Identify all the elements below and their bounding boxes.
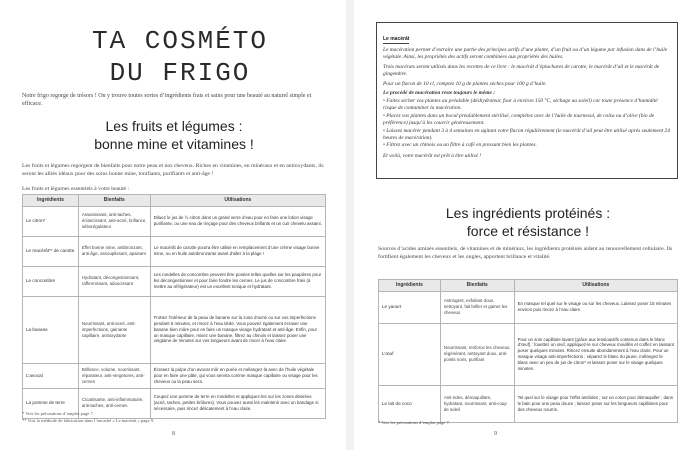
row-benefits: Anti-rides, démaquillant, hydratant, nourrissant, anti-coup de soleil bbox=[440, 385, 514, 422]
section-title-proteins-line1: Les ingrédients protéinés : bbox=[445, 205, 611, 221]
box-title: Le macérât bbox=[383, 36, 410, 42]
row-ingredient: Le macérât** de carotte bbox=[23, 236, 79, 266]
main-title-line2: DU FRIGO bbox=[109, 58, 251, 88]
row-uses: Frottez l’intérieur de la peau de banane sur la zone d’acné ou sur vos imperfections pendant 5 minutes, et rincez à l’eau tiède. Vous pouvez également écraser une banane bien mûre pour en faire un masque visage hydratant et anti-âge. Enfin, pour un masque capillaire, mixez une banane, filtrez au chinois et laissez poser une vingtaine de minutes sur vos longueurs avant de rincer à l’eau claire. bbox=[150, 296, 325, 363]
row-benefits: Effet bonne mine, antibronzant, anti-âge, assouplissant, apaisant bbox=[78, 236, 150, 266]
proteins-paragraph: Sources d’acides aminés essentiels, de vitamines et de minéraux, les ingrédients protéinés aident au renouvellement cellulaire. Ils fortifient également les cheveux et les ongles, apportent brillance et vitalité. bbox=[378, 246, 673, 260]
row-ingredient: La pomme de terre bbox=[23, 388, 79, 418]
section-title-proteins-line2: force et résistance ! bbox=[466, 222, 590, 239]
table-row bbox=[23, 363, 326, 388]
row-benefits: Assainissant, anti-taches, éclaircissant, anti-acné, brillance, séborégulateur bbox=[78, 206, 150, 236]
table-row bbox=[379, 291, 678, 323]
row-uses: Tel quel sur le visage pour l’effet antirides ; sur un coton pour démaquiller ; dans le bain pour une peau douce ; laissez poser sur les longueurs capillaires pour des cheveux nourris. bbox=[514, 385, 677, 422]
table-row bbox=[23, 206, 326, 236]
row-uses: Le macérât de carotte pourra être utilisé en remplacement d’une crème visage bonne mine, ou en huile autobronzante avant d’aller à la plage ! bbox=[150, 236, 325, 266]
fruits-paragraph: Les fruits et légumes regorgent de bienfaits pour notre peau et nos cheveux. Riches en vitamines, en minéraux et en antioxydants, ils seront les alliés idéaux pour des soins bonne mine, tonifiants, purifiants et anti-âge ! bbox=[22, 163, 324, 177]
footnote-2: ** Voir la méthode de fabrication dans l’encadré « Le macérât » page 9. bbox=[22, 417, 155, 423]
intro-text: Notre frigo regorge de trésors ! On y trouve toutes sortes d’ingrédients frais et sains pour une beauté au naturel simple et efficace. bbox=[22, 93, 312, 108]
row-ingredient: L’œuf bbox=[379, 323, 441, 385]
row-uses: Coupez une pomme de terre en rondelles et appliquez-les sur les zones désirées (acné, taches, petites brûlures). Vous pouvez aussi les maintenir avec un bandage si nécessaire, puis rincez délicatement à l’eau claire. bbox=[150, 388, 325, 418]
header-benefits: Bienfaits bbox=[78, 195, 150, 207]
header-ingredients: Ingrédients bbox=[23, 195, 79, 207]
box-procedure-title: Le procédé de macération reste toujours le même : bbox=[383, 90, 495, 97]
box-steps-list bbox=[383, 98, 671, 150]
section-title-fruits-line1: Les fruits et légumes : bbox=[105, 118, 243, 134]
section-title-proteins bbox=[378, 205, 678, 240]
row-ingredient: Le concombre bbox=[23, 266, 79, 296]
section-title-fruits-line2: bonne mine et vitamines ! bbox=[94, 135, 254, 152]
box-paragraph-1: Le macération permet d’extraire une partie des principes actifs d’une plante, d’un fruit ou d’un légume par infusion dans de l’huile végétale. Ainsi, les propriétés des actifs seront combinées aux propriétés des huiles. bbox=[383, 47, 668, 61]
list-item: • Filtrez avec un chinois ou un filtre à café en pressant bien les plantes. bbox=[383, 142, 537, 149]
page-number-right: 9 bbox=[494, 431, 497, 437]
row-benefits: Astringent, exfoliant doux, nettoyant, fait briller et gainer les cheveux bbox=[440, 291, 514, 323]
row-benefits: Nourrissant, renforce les cheveux, régénérant, nettoyant doux, anti-points noirs, purifiant bbox=[440, 323, 514, 385]
main-title-line1: TA COSMÉTO bbox=[91, 26, 269, 56]
row-ingredient: Le citron* bbox=[23, 206, 79, 236]
page-number-left: 8 bbox=[172, 431, 175, 437]
fruits-table-intro: Les fruits et légumes essentiels à votre beauté : bbox=[22, 186, 130, 192]
section-title-fruits bbox=[22, 118, 326, 153]
table-row bbox=[379, 323, 678, 385]
row-uses: Les rondelles de concombre peuvent être posées telles quelles sur les paupières pour les décongestionner et pour faire fondre les cernes. Le jus de concombre frais (à mettre au réfrigérateur) est un excellent tonique et hydratant. bbox=[150, 266, 325, 296]
row-benefits: Hydratant, décongestionnant, raffermissant, adoucissant bbox=[78, 266, 150, 296]
table-header-row bbox=[23, 195, 326, 207]
header-uses: Utilisations bbox=[514, 280, 677, 292]
row-uses: Diluez le jus de ½ citron dans un grand verre d’eau pour en faire une lotion visage purifiante, ou une eau de rinçage pour des cheveux brillants et un cuir chevelu assaini. bbox=[150, 206, 325, 236]
row-ingredient: La banane bbox=[23, 296, 79, 363]
table-header-row bbox=[379, 280, 678, 292]
left-page bbox=[0, 0, 346, 450]
footnotes-left bbox=[22, 411, 154, 425]
right-page bbox=[354, 0, 700, 450]
row-ingredient: Le yaourt bbox=[379, 291, 441, 323]
list-item: • Laissez macérer pendant 3 à 4 semaines en agitant votre flacon régulièrement (le macérât d’ail peut être utilisé après seulement 24 heures de macération). bbox=[383, 127, 670, 141]
row-benefits: Brillance, volume, nourrissant, réparateur, anti-vergetures, anti-cernes bbox=[78, 363, 150, 388]
table-row bbox=[379, 385, 678, 422]
row-benefits: Cicatrisante, anti-inflammatoire, anti-taches, anti-cernes bbox=[78, 388, 150, 418]
row-benefits: Nourrissant, anti-acné, anti-imperfections, gainante capillaire, antioxydante bbox=[78, 296, 150, 363]
table-row bbox=[23, 236, 326, 266]
header-ingredients: Ingrédients bbox=[379, 280, 441, 292]
row-uses: Pour un soin capillaire lavant (grâce aux tensioactifs contenus dans le blanc d’œuf) : fouettez un œuf, appliquez-le sur cheveux mouillés et coiffez en laissant poser quelques minutes. Rincez ensuite abondamment à l’eau claire. Pour un masque visage anti-imperfections : séparez le blanc du jaune, mélangez le blanc avec un peu de jus de citron* et laissez poser sur le visage quelques minutes. bbox=[514, 323, 677, 385]
row-uses: Écrasez la pulpe d’un avocat mûr en purée et mélangez-la avec de l’huile végétale pour en faire une pâte, qui vous servira comme masque capillaire ou visage pour les cheveux ou la peau secs. bbox=[150, 363, 325, 388]
box-paragraph-2: Trois macérats seront utilisés dans les recettes de ce livre : le macérât d’épluchures de carotte, le macérât d’ail et le macérât de gingembre. bbox=[383, 63, 660, 78]
footnote-1: * Voir les précautions d’emploi page 7. bbox=[22, 411, 94, 416]
proteins-table bbox=[378, 279, 678, 423]
row-ingredient: Le lait de coco bbox=[379, 385, 441, 422]
box-closing: Et voilà, votre macérât est prêt à être utilisé ! bbox=[383, 152, 482, 159]
book-gutter bbox=[346, 0, 354, 450]
header-benefits: Bienfaits bbox=[440, 280, 514, 292]
footnote-right: * Voir les précautions d’emploi page 7. bbox=[378, 420, 450, 425]
row-ingredient: L’avocat bbox=[23, 363, 79, 388]
header-uses: Utilisations bbox=[150, 195, 325, 207]
list-item: • Placez vos plantes dans un bocal préalablement stérilisé, complétez avec de l’huile de tournesol, de colza ou d’olive (bio de préférence) jusqu’à les couvrir généreusement. bbox=[383, 112, 655, 127]
table-row bbox=[23, 266, 326, 296]
box-paragraph-3: Pour un flacon de 10 cl, comptez 10 g de plantes sèches pour 100 g d’huile. bbox=[383, 80, 547, 87]
table-row bbox=[23, 296, 326, 363]
fruits-table bbox=[22, 194, 326, 419]
row-uses: En masque tel quel sur le visage ou sur les cheveux. Laissez poser 15 minutes environ puis rincez à l’eau claire. bbox=[514, 291, 677, 323]
list-item: • Faites sécher vos plantes au préalable (déshydrateur, four à environ 150 °C, séchage au soleil) car toute présence d’humidité risque de contaminer la macération. bbox=[383, 97, 658, 112]
maceration-box bbox=[376, 22, 678, 179]
